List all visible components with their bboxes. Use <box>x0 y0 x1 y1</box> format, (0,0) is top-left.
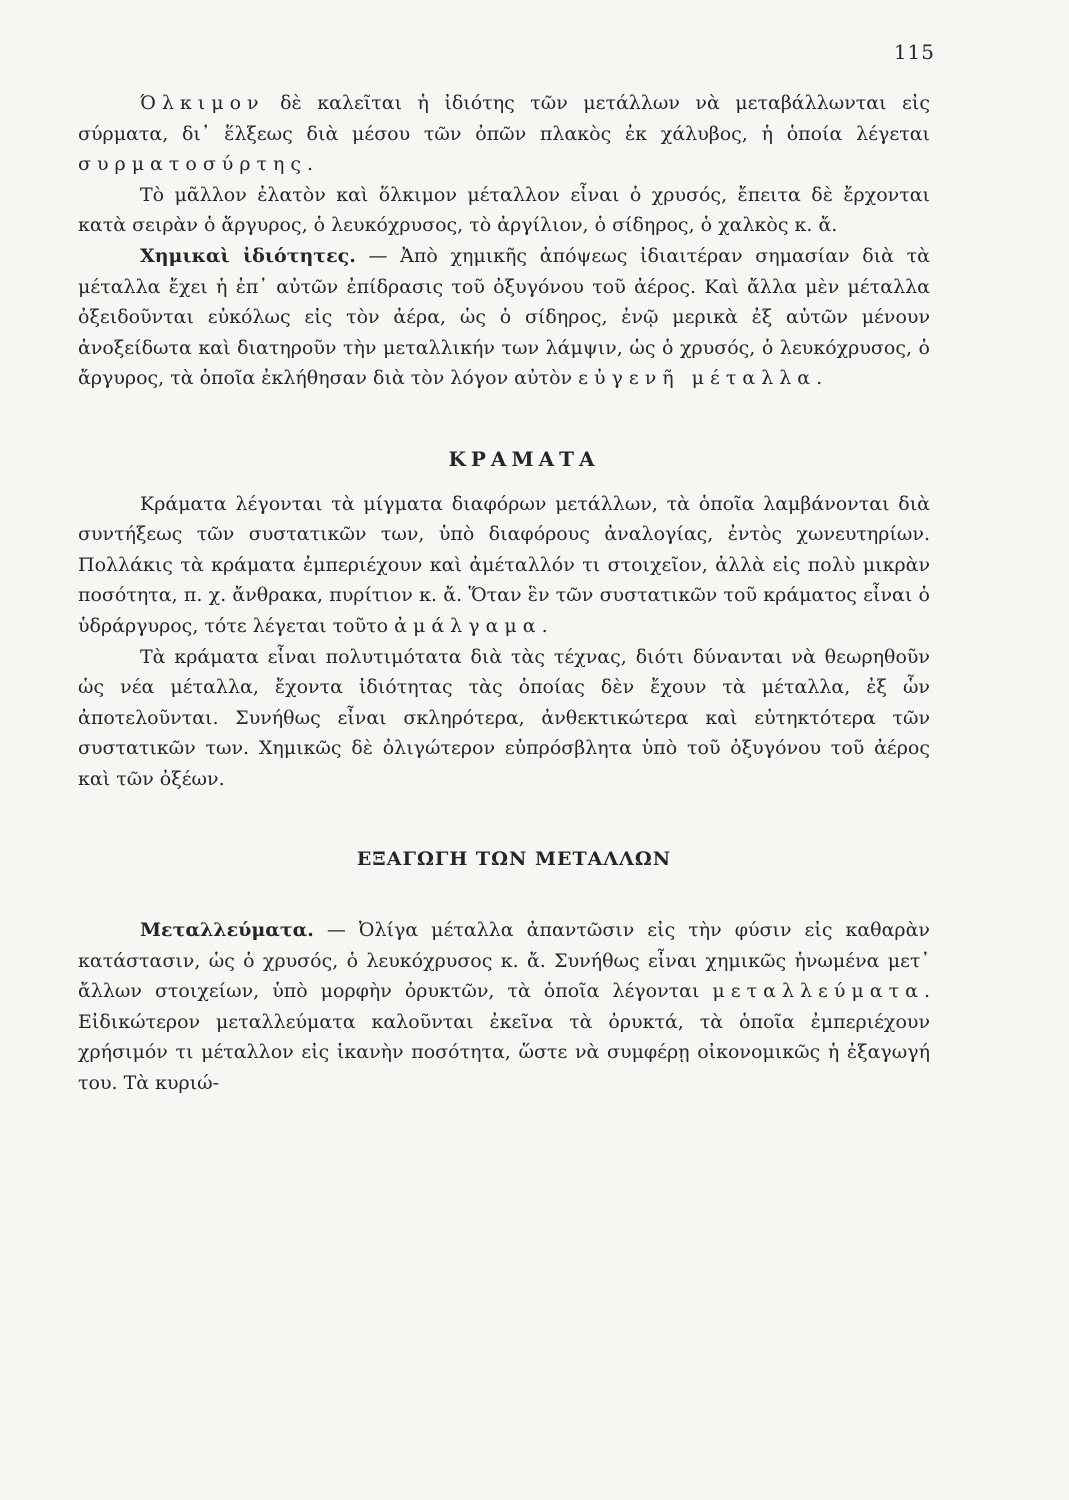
paragraph-text: Κράματα λέγονται τὰ μίγματα διαφόρων μετάλλων, τὰ ὁποῖα λαμβάνονται διὰ συντήξεως τῶν συστατικῶν των, ὑπὸ διαφόρους ἀναλογίας, ἐντὸς χωνευτηρίων. Πολλάκις τὰ κράματα ἐμπεριέχουν καὶ ἀμέταλλόν τι στοιχεῖον, ἀλλὰ εἰς πολὺ μικρὰν ποσότητα, π. χ. ἄνθρακα, πυρίτιον κ. ἄ. Ὅταν ἓν τῶν συστατικῶν τοῦ κράματος εἶναι ὁ ὑδράργυρος, τότε λέγεται τοῦτο <box>78 492 930 637</box>
term-olkimon: Όλκιμον <box>140 92 265 114</box>
term-amalgam: ἀμάλγαμα <box>394 614 542 637</box>
paragraph-text: δὲ καλεῖται ἡ ἰδιότης τῶν μετάλλων νὰ μεταβάλλωνται εἰς σύρματα, δι᾿ ἕλξεως διὰ μέσου τῶν ὀπῶν πλακὸς ἐκ χάλυβος, ἡ ὁποία λέγεται <box>78 92 930 145</box>
paragraph-chemical-properties <box>78 241 930 394</box>
paragraph-text: . <box>541 614 548 637</box>
paragraph-text: . <box>307 153 314 176</box>
paragraph-text: — Ὀλίγα μέταλλα ἀπαντῶσιν εἰς τὴν φύσιν εἰς καθαρὰν κατάστασιν, ὡς ὁ χρυσός, ὁ λευκόχρυσος κ. ἄ. Συνήθως εἶναι χημικῶς ἡνωμένα μετ᾿ ἄλλων στοιχείων, ὑπὸ μορφὴν ὀρυκτῶν, τὰ ὁποῖα λέγονται <box>78 919 930 1003</box>
paragraph-ductility <box>78 88 930 180</box>
paragraph-text: . Εἰδικώτερον μεταλλεύματα καλοῦνται ἐκεῖνα τὰ ὀρυκτά, τὰ ὁποῖα ἐμπεριέχουν χρήσιμόν τι μέταλλον εἰς ἱκανὴν ποσότητα, ὥστε νὰ συμφέρῃ οἰκονομικῶς ἡ ἐξαγωγή του. Τὰ κυριώ- <box>78 980 930 1095</box>
subheading-chemical-properties: Χημικαὶ ἰδιότητες. <box>140 244 356 267</box>
paragraph-alloys-definition <box>78 489 930 642</box>
paragraph-malleable-metals: Τὸ μᾶλλον ἐλατὸν καὶ ὅλκιμον μέταλλον εἶναι ὁ χρυσός, ἔπειτα δὲ ἔρχονται κατὰ σειρὰν ὁ ἄργυρος, ὁ λευκόχρυσος, τὸ ἀργίλιον, ὁ σίδηρος, ὁ χαλκὸς κ. ἄ. <box>78 183 930 237</box>
page-number: 115 <box>893 40 935 64</box>
term-ores: μεταλλεύματα <box>712 980 924 1003</box>
page-body <box>78 88 930 1099</box>
term-syrmatosyrtis: συρματοσύρτης <box>78 153 308 176</box>
term-noble-metals: εὐγενῆ μέταλλα <box>578 367 817 390</box>
section-heading-extraction: ΕΞΑΓΩΓΗ ΤΩΝ ΜΕΤΑΛΛΩΝ <box>356 848 672 871</box>
section-heading-alloys: ΚΡΑΜΑΤΑ <box>448 446 600 471</box>
paragraph-text: . <box>816 367 823 390</box>
paragraph-alloys-uses: Τὰ κράματα εἶναι πολυτιμότατα διὰ τὰς τέχνας, διότι δύνανται νὰ θεωρηθοῦν ὡς νέα μέταλλα, ἔχοντα ἰδιότητας τὰς ὁποίας δὲν ἔχουν τὰ μέταλλα, ἐξ ὧν ἀποτελοῦνται. Συνήθως εἶναι σκληρότερα, ἀνθεκτικώτερα καὶ εὐτηκτότερα τῶν συστατικῶν των. Χημικῶς δὲ ὀλιγώτερον εὐπρόσβλητα ὑπὸ τοῦ ὀξυγόνου τοῦ ἀέρος καὶ τῶν ὀξέων. <box>78 645 930 790</box>
subheading-ores: Μεταλλεύματα. <box>140 919 314 942</box>
paragraph-ores <box>78 915 930 1099</box>
paragraph-text: — Ἀπὸ χημικῆς ἀπόψεως ἰδιαιτέραν σημασίαν διὰ τὰ μέταλλα ἔχει ἡ ἐπ᾿ αὐτῶν ἐπίδρασις τοῦ ὀξυγόνου τοῦ ἀέρος. Καὶ ἄλλα μὲν μέταλλα ὀξειδοῦνται εὐκόλως εἰς τὸν ἀέρα, ὡς ὁ σίδηρος, ἐνῷ μερικὰ ἐξ αὐτῶν μένουν ἀνοξείδωτα καὶ διατηροῦν τὴν μεταλλικήν των λάμψιν, ὡς ὁ χρυσός, ὁ λευκόχρυσος, ὁ ἄργυρος, τὰ ὁποῖα ἐκλήθησαν διὰ τὸν λόγον αὐτὸν <box>78 244 930 390</box>
